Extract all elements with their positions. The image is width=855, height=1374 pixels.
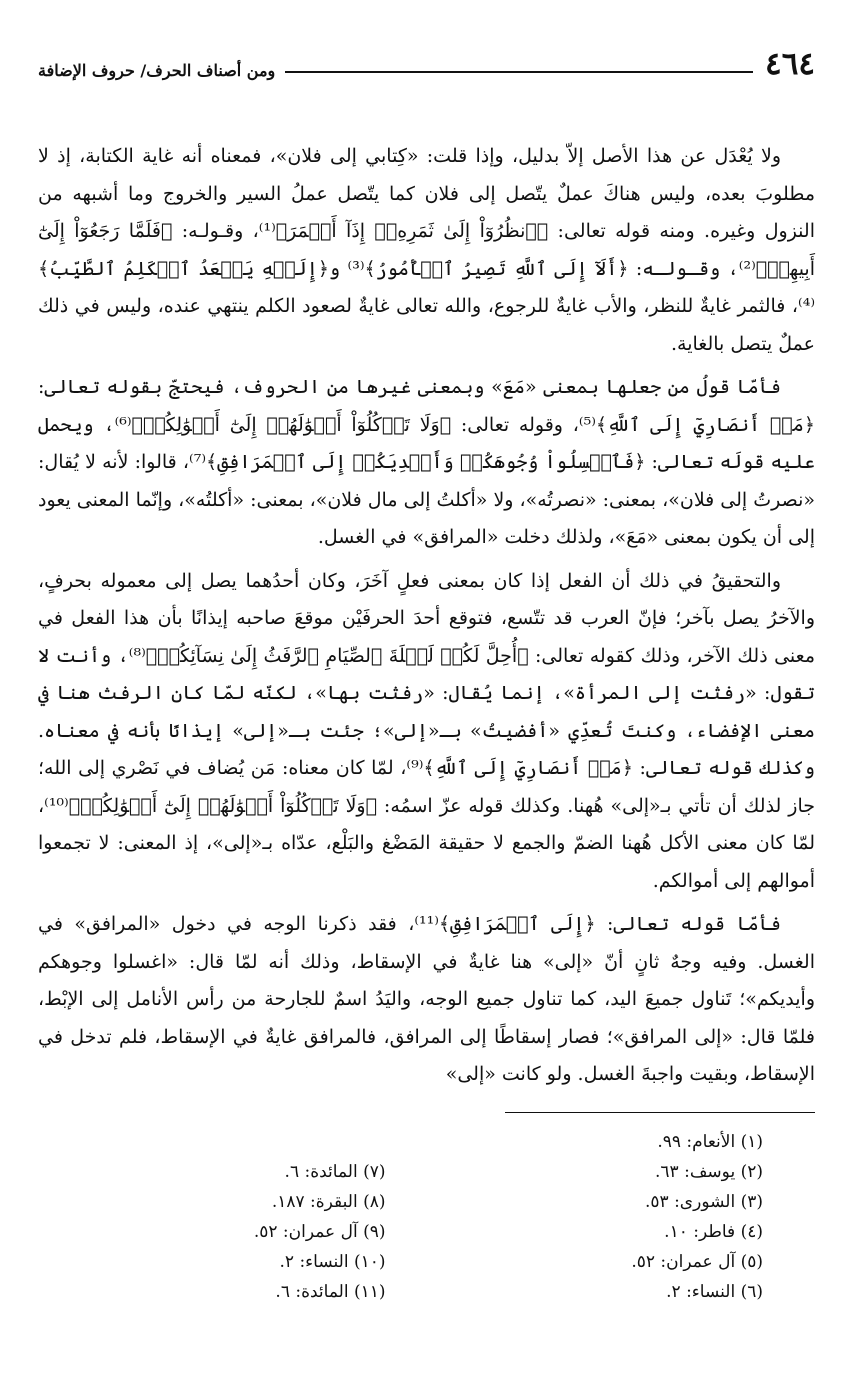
main-text [38, 138, 815, 1094]
footnote: (١٠) النساء: ٢. [279, 1251, 386, 1272]
footnote: (٧) المائدة: ٦. [284, 1161, 386, 1182]
footnotes-column-left [38, 1127, 386, 1307]
footnotes-column-right [416, 1127, 764, 1307]
page-header [38, 38, 815, 80]
footnote: (٢) يوسف: ٦٣. [655, 1161, 763, 1182]
paragraph: فأمّا قوله تعالى: ﴿إِلَى ٱلۡمَرَافِقِ﴾⁽¹¹⁾، فقد ذكرنا الوجه في دخول «المرافق» في الغسل. وفيه وجهٌ ثانٍ أنّ «إلى» هنا غايةٌ في الإسقاط، وذلك أنه لمّا قال: «اغسلوا وجوهكم وأيديكم»؛ تَناول جميعَ اليد، كما تناول جميع الوجه، واليَدُ اسمٌ للجارحة من رأس الأنامل إلى الإبْط، فلمّا قال: «إلى المرافق»؛ فصار إسقاطًا إلى المرافق، فالمرافق غايةٌ في الإسقاط، فلم تدخل في الإسقاط، وبقيت واجبةَ الغسل. ولو كانت «إلى» [38, 913, 815, 1085]
footnote: (٥) آل عمران: ٥٢. [631, 1251, 763, 1272]
page-number: ٤٦٤ [765, 46, 815, 82]
footnote: (٣) الشورى: ٥٣. [645, 1191, 763, 1212]
footnote: (٤) فاطر: ١٠. [664, 1221, 763, 1242]
paragraph: ولا يُعْدَل عن هذا الأصل إلاّ بدليل، وإذا قلت: «كِتابي إلى فلان»، فمعناه أنه غاية الكتابة، إذ لا مطلوبَ بعده، وليس هناكَ عملٌ يتّصل إلى فلان كما يتّصل عملُ السير والخروج وما أشبهه من النزول وغيره. ومنه قوله تعالى: ﴿ٱنظُرُوٓاْ إِلَىٰ ثَمَرِهِۦٓ إِذَآ أَثۡمَرَ﴾⁽¹⁾، وقـولـه: ﴿فَلَمَّا رَجَعُوٓاْ إِلَىٰٓ أَبِيهِمۡ﴾⁽²⁾، وقـولـه: ﴿أَلَآ إِلَى ٱللَّهِ تَصِيرُ ٱلۡأُمُورُ﴾⁽³⁾ و﴿إِلَيۡهِ يَصۡعَدُ ٱلۡكَلِمُ ٱلطَّيِّبُ﴾⁽⁴⁾، فالثمر غايةٌ للنظر، والأب غايةٌ للرجوع، والله تعالى غايةٌ لصعود الكلم ينتهي عنده، وليس في ذلك عملٌ يتصل بالغاية. [38, 145, 815, 355]
paragraph: والتحقيقُ في ذلك أن الفعل إذا كان بمعنى فعلٍ آخَرَ، وكان أحدُهما يصل إلى معموله بحرفٍ، والآخرُ يصل بآخر؛ فإنّ العرب قد تتّسع، فتوقع أحدَ الحرفَيْن موقعَ صاحبه إيذانًا بأن هذا الفعل في معنى ذلك الآخر، وذلك كقوله تعالى: ﴿أُحِلَّ لَكُمۡ لَيۡلَةَ ٱلصِّيَامِ ٱلرَّفَثُ إِلَىٰ نِسَآئِكُمۡ﴾⁽⁸⁾، وأنت لا تقول: «رفثت إلى المرأة»، إنما يُقال: «رفثت بها»، لكنّه لمّا كان الرفث هنا في معنى الإفضاء، وكنتَ تُعدِّي «أفضيتُ» بـ«إلى»؛ جئت بـ«إلى» إيذانًا بأنه في معناه. وكذلك قوله تعالى: ﴿مَنۡ أَنصَارِيٓ إِلَى ٱللَّهِ﴾⁽⁹⁾، لمّا كان معناه: مَن يُضاف في نَصْري إلى الله؛ جاز لذلك أن تأتي بـ«إلى» هُهنا. وكذلك قوله عزّ اسمُه: ﴿وَلَا تَأۡكُلُوٓاْ أَمۡوَٰلَهُمۡ إِلَىٰٓ أَمۡوَٰلِكُمۡ﴾⁽¹⁰⁾، لمّا كان معنى الأكل هُهنا الضمّ والجمع لا حقيقة المَضْغ والبَلْع، عدّاه بـ«إلى»، إذ المعنى: لا تجمعوا أموالهم إلى أموالكم. [38, 569, 815, 892]
footnotes [38, 1127, 815, 1307]
footnote: (١١) المائدة: ٦. [275, 1281, 386, 1302]
footnote: (٨) البقرة: ١٨٧. [271, 1191, 386, 1212]
footnote: (٩) آل عمران: ٥٢. [253, 1221, 386, 1242]
paragraph: فأمّا قولُ من جعلها بمعنى «مَعَ» وبمعنى غيرها من الحروف، فيحتجّ بقوله تعالى: ﴿مَنۡ أَنصَارِيٓ إِلَى ٱللَّهِ﴾⁽⁵⁾، وقوله تعالى: ﴿وَلَا تَأۡكُلُوٓاْ أَمۡوَٰلَهُمۡ إِلَىٰٓ أَمۡوَٰلِكُمۡ﴾⁽⁶⁾، ويحمل عليه قولَه تعالى: ﴿فَٱغۡسِلُواْ وُجُوهَكُمۡ وَأَيۡدِيَكُمۡ إِلَى ٱلۡمَرَافِقِ﴾⁽⁷⁾، قالوا: لأنه لا يُقال: «نصرتُ إلى فلان»، بمعنى: «نصرتُه»، ولا «أكلتُ إلى مال فلان»، بمعنى: «أكلتُه»، وإنّما المعنى يعود إلى أن يكون بمعنى «مَعَ»، ولذلك دخلت «المرافق» في الغسل. [38, 376, 815, 548]
running-title: ومن أصناف الحرف/ حروف الإضافة [38, 61, 276, 80]
footnote-separator [505, 1112, 815, 1113]
header-rule [285, 71, 753, 73]
footnote: (٦) النساء: ٢. [666, 1281, 763, 1302]
footnote: (١) الأنعام: ٩٩. [657, 1131, 763, 1152]
